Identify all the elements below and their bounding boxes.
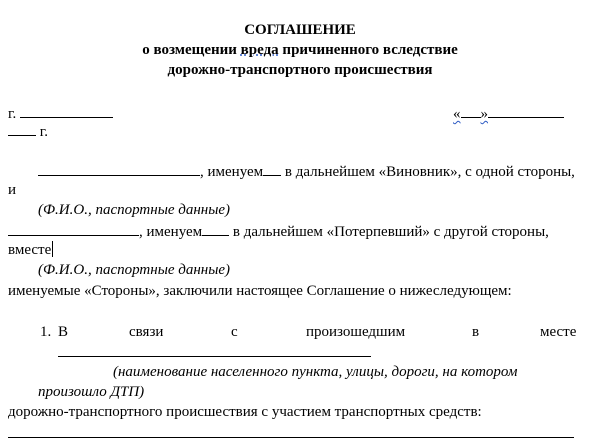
subtitle-marked-word: вреда (240, 42, 279, 58)
clause1-continuation: дорожно-транспортного происшествия с участием транспортных средств: (8, 404, 482, 420)
date-close-quote: » (480, 106, 488, 122)
vehicles-blank[interactable] (8, 423, 574, 438)
clause1-word-2: связи (129, 324, 164, 340)
party2-text: , именуем (139, 224, 203, 240)
clause1-number: 1. (40, 324, 52, 340)
doc-title: СОГЛАШЕНИЕ (244, 22, 356, 38)
clause1-word-3: с (231, 324, 238, 340)
year-field (8, 121, 48, 141)
text-cursor (52, 241, 53, 257)
party2-text-2: в дальнейшем «Потерпевший» с другой стороны, (229, 224, 549, 240)
year-suffix: г. (36, 124, 48, 140)
clause1-word-4: произошедшим (306, 324, 406, 340)
date-day-blank[interactable] (461, 103, 481, 118)
doc-subtitle-line1 (0, 41, 600, 59)
date-field (453, 103, 564, 123)
clause1-place-blank[interactable] (58, 342, 371, 357)
party2-gender-blank[interactable] (202, 221, 229, 236)
party2-hint: (Ф.И.О., паспортные данные) (38, 262, 231, 278)
clause1-hint-2: произошло ДТП) (38, 384, 145, 400)
party1-hint: (Ф.И.О., паспортные данные) (38, 202, 231, 218)
party1-text-2: в дальнейшем «Виновник», с одной стороны, (281, 164, 575, 180)
party1-gender-blank[interactable] (263, 161, 281, 176)
date-day-group (453, 106, 488, 122)
clause1-word-5: в (472, 324, 480, 340)
clause1-word-1: В (58, 324, 69, 340)
city-prefix: г. (8, 106, 20, 122)
party1-continuation: и (8, 182, 17, 198)
party2-name-blank[interactable] (8, 221, 139, 236)
party1-line (38, 161, 575, 181)
year-blank[interactable] (8, 121, 36, 136)
party2-line (8, 221, 549, 241)
doc-subtitle-line2: дорожно-транспортного происшествия (167, 62, 433, 78)
party2-continuation-text: вместе (8, 242, 52, 258)
party2-continuation (8, 241, 53, 259)
date-open-quote: « (453, 106, 461, 122)
clause1-word-6: месте (540, 324, 577, 340)
clause1-hint-1: (наименование населенного пункта, улицы, дороги, на котором (113, 364, 518, 380)
date-month-blank[interactable] (488, 103, 564, 118)
subtitle-text-a: о возмещении (142, 42, 241, 58)
city-blank[interactable] (20, 103, 113, 118)
subtitle-text-b: причиненного вследствие (278, 42, 458, 58)
city-field (8, 103, 113, 123)
party1-name-blank[interactable] (38, 161, 200, 176)
party1-text: , именуем (200, 164, 264, 180)
parties-together: именуемые «Стороны», заключили настоящее Соглашение о нижеследующем: (8, 283, 512, 299)
